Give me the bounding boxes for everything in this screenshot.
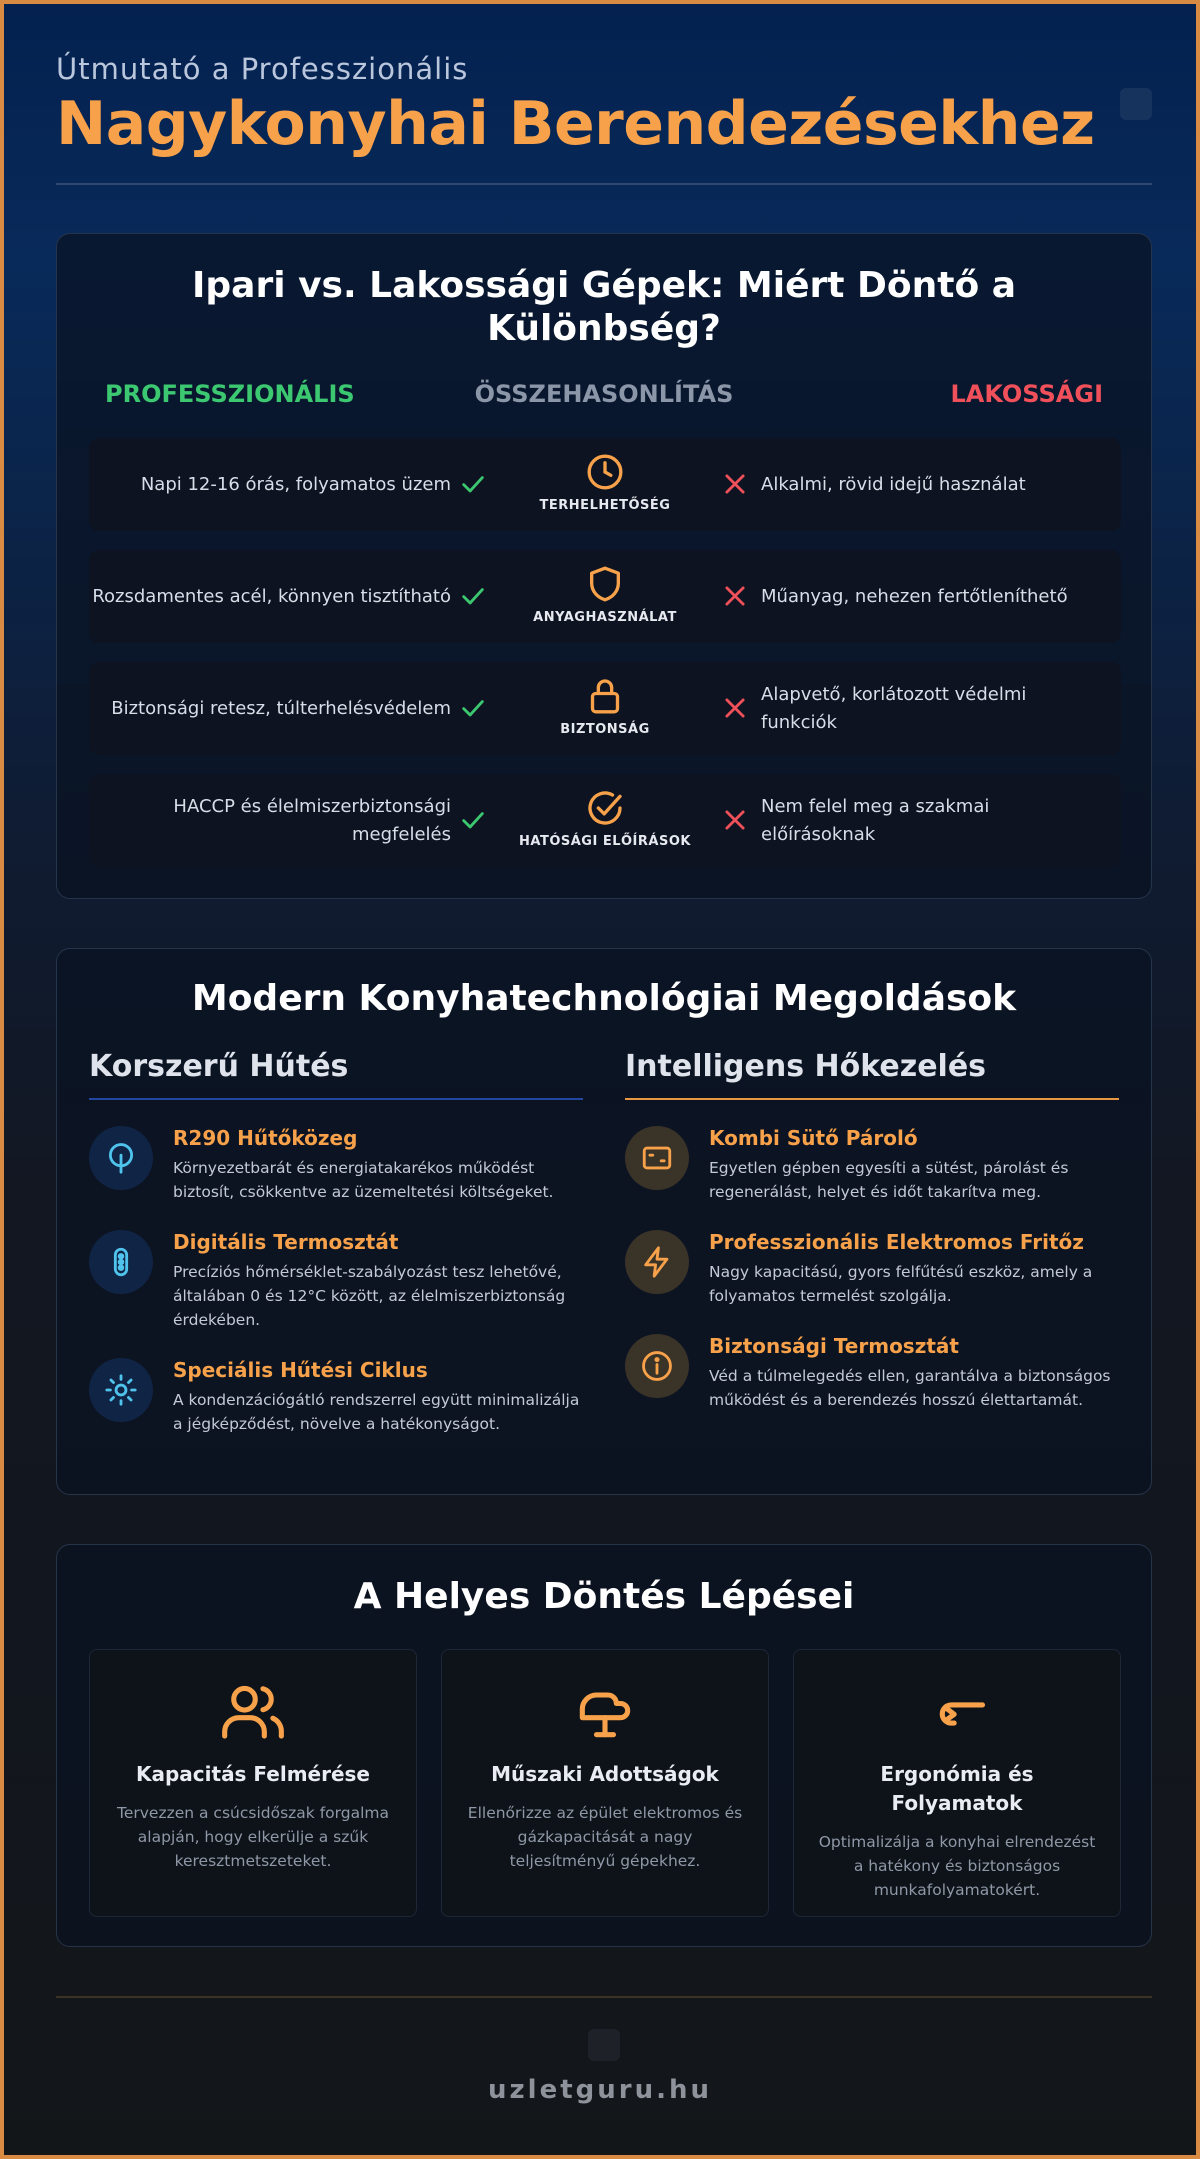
feature-desc: Környezetbarát és energiatakarékos működést biztosít, csökkentve az üzemeltetési költségeket. <box>173 1159 554 1202</box>
step-card <box>441 1649 769 1917</box>
step-card <box>793 1649 1121 1917</box>
category-label: TERHELHETŐSÉG <box>539 498 671 513</box>
feature-icon-badge <box>89 1230 153 1294</box>
step-desc: Ellenőrizze az épület elektromos és gázkapacitását a nagy teljesítményű gépekhez. <box>467 1804 743 1871</box>
cross-icon <box>721 694 749 722</box>
feature-desc: Precíziós hőmérséklet-szabályozást tesz lehetővé, általában 0 és 12°C között, az élelmiszerbiztonság érdekében. <box>173 1263 566 1330</box>
step-title: Kapacitás Felmérése <box>135 1762 370 1786</box>
category-label: HATÓSÁGI ELŐÍRÁSOK <box>519 834 691 849</box>
feature-name: Biztonsági Termosztát <box>709 1334 959 1359</box>
header-decoration <box>1120 88 1152 120</box>
feature-desc: A kondenzációgátló rendszerrel együtt minimalizálja a jégképződést, növelve a hatékonyságot. <box>173 1391 580 1434</box>
footer-site: uzletguru.hu <box>488 2075 712 2105</box>
comparison-row <box>89 662 1121 755</box>
header-divider <box>56 183 1152 185</box>
users-icon <box>219 1678 287 1746</box>
category-cell <box>509 448 701 513</box>
shield-icon <box>585 564 625 604</box>
info-icon <box>640 1349 674 1383</box>
pro-value: HACCP és élelmiszerbiztonsági megfelelés <box>173 795 451 845</box>
cross-icon <box>721 470 749 498</box>
footer-divider <box>56 1996 1152 1998</box>
heating-heading: Intelligens Hőkezelés <box>625 1049 1119 1100</box>
plug-icon <box>571 1678 639 1746</box>
feature-item <box>89 1230 583 1332</box>
check-icon <box>459 806 487 834</box>
bolt-icon <box>640 1245 674 1279</box>
pro-value: Rozsdamentes acél, könnyen tisztítható <box>92 585 451 607</box>
res-value: Alkalmi, rövid idejű használat <box>761 473 1026 495</box>
check-icon <box>459 470 487 498</box>
heating-column <box>625 1049 1119 1412</box>
column-comparison: ÖSSZEHASONLÍTÁS <box>474 380 734 408</box>
cooling-heading: Korszerű Hűtés <box>89 1049 583 1100</box>
column-residential: LAKOSSÁGI <box>950 380 1103 408</box>
feature-item <box>89 1358 583 1436</box>
step-card <box>89 1649 417 1917</box>
leaf-icon <box>104 1141 138 1175</box>
step-title: Műszaki Adottságok <box>491 1762 719 1786</box>
oven-icon <box>640 1141 674 1175</box>
res-value: Műanyag, nehezen fertőtleníthető <box>761 585 1068 607</box>
feature-icon-badge <box>89 1358 153 1422</box>
feature-name: Digitális Termosztát <box>173 1230 399 1255</box>
feature-name: Professzionális Elektromos Fritőz <box>709 1230 1084 1255</box>
comparison-card <box>56 233 1152 899</box>
feature-icon-badge <box>89 1126 153 1190</box>
lock-icon <box>585 676 625 716</box>
res-value: Nem felel meg a szakmai előírásoknak <box>761 795 990 845</box>
feature-item <box>625 1334 1119 1412</box>
res-value: Alapvető, korlátozott védelmi funkciók <box>761 683 1027 733</box>
thermostat-icon <box>104 1245 138 1279</box>
feature-icon-badge <box>625 1334 689 1398</box>
feature-item <box>89 1126 583 1204</box>
feature-desc: Véd a túlmelegedés ellen, garantálva a biztonságos működést és a berendezés hosszú élettartamát. <box>709 1367 1111 1410</box>
comparison-row <box>89 550 1121 643</box>
check-icon <box>459 582 487 610</box>
cooling-column <box>89 1049 583 1436</box>
step-title: Ergonómia és Folyamatok <box>880 1762 1034 1815</box>
step-desc: Tervezzen a csúcsidőszak forgalma alapján, hogy elkerülje a szűk keresztmetszeteket. <box>117 1804 389 1871</box>
steps-card <box>56 1544 1152 1947</box>
comparison-title: Ipari vs. Lakossági Gépek: Miért Döntő a Különbség? <box>191 265 1017 350</box>
page-title: Nagykonyhai Berendezésekhez <box>56 89 1095 159</box>
feature-icon-badge <box>625 1126 689 1190</box>
check-icon <box>459 694 487 722</box>
clock-icon <box>585 452 625 492</box>
pro-value: Biztonsági retesz, túlterhelésvédelem <box>111 697 451 719</box>
modern-tech-card <box>56 948 1152 1495</box>
steps-title: A Helyes Döntés Lépései <box>353 1576 855 1617</box>
footer-decoration <box>588 2029 620 2061</box>
category-cell <box>509 784 701 849</box>
column-professional: PROFESSZIONÁLIS <box>105 380 355 408</box>
category-cell <box>509 560 701 625</box>
page-subtitle: Útmutató a Professzionális <box>56 52 469 86</box>
workflow-icon <box>923 1678 991 1746</box>
comparison-row <box>89 438 1121 531</box>
cross-icon <box>721 806 749 834</box>
feature-icon-badge <box>625 1230 689 1294</box>
feature-item <box>625 1230 1119 1308</box>
feature-desc: Egyetlen gépben egyesíti a sütést, párolást és regenerálást, helyet és időt takarítva meg. <box>709 1159 1069 1202</box>
pro-value: Napi 12-16 órás, folyamatos üzem <box>140 473 451 495</box>
category-cell <box>509 672 701 737</box>
sun-cycle-icon <box>104 1373 138 1407</box>
feature-desc: Nagy kapacitású, gyors felfűtésű eszköz, amely a folyamatos termelést szolgálja. <box>709 1263 1093 1306</box>
category-label: BIZTONSÁG <box>560 722 650 737</box>
comparison-row <box>89 774 1121 867</box>
feature-name: Speciális Hűtési Ciklus <box>173 1358 428 1383</box>
cross-icon <box>721 582 749 610</box>
category-label: ANYAGHASZNÁLAT <box>533 610 677 625</box>
modern-tech-title: Modern Konyhatechnológiai Megoldások <box>191 978 1017 1019</box>
page-header <box>56 52 1152 159</box>
feature-name: R290 Hűtőközeg <box>173 1126 358 1150</box>
check-circle-icon <box>585 788 625 828</box>
feature-name: Kombi Sütő Pároló <box>709 1126 918 1150</box>
step-desc: Optimalizálja a konyhai elrendezést a hatékony és biztonságos munkafolyamatokért. <box>818 1833 1096 1900</box>
feature-item <box>625 1126 1119 1204</box>
